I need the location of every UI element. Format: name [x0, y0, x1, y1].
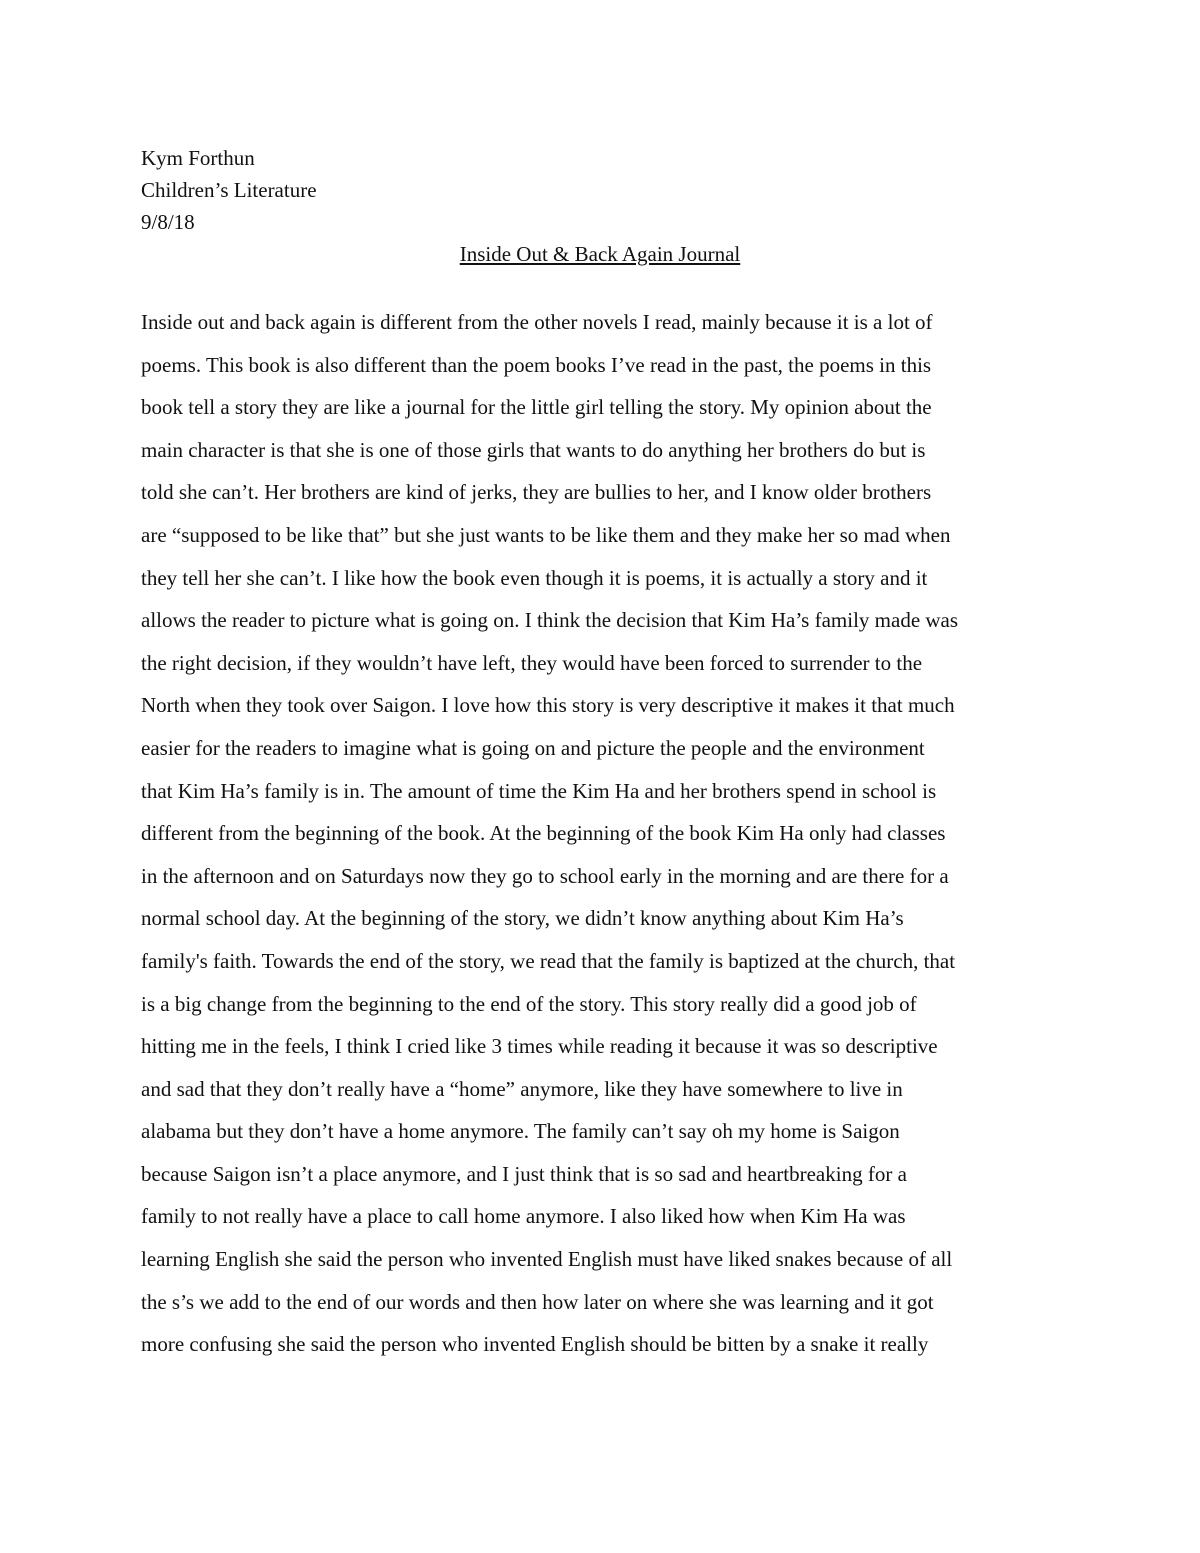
- header-block: [141, 142, 317, 238]
- body-line: learning English she said the person who invented English must have liked snakes because of all: [141, 1247, 953, 1272]
- body-line: book tell a story they are like a journal for the little girl telling the story. My opinion about the: [141, 395, 932, 420]
- body-line: and sad that they don’t really have a “home” anymore, like they have somewhere to live in: [141, 1076, 903, 1101]
- body-line: are “supposed to be like that” but she just wants to be like them and they make her so mad when: [141, 522, 951, 547]
- body-line: the right decision, if they wouldn’t have left, they would have been forced to surrender to the: [141, 650, 923, 675]
- body-line: allows the reader to picture what is going on. I think the decision that Kim Ha’s family made was: [141, 608, 959, 633]
- body-line: that Kim Ha’s family is in. The amount of time the Kim Ha and her brothers spend in school is: [141, 778, 937, 803]
- body-line: family to not really have a place to call home anymore. I also liked how when Kim Ha was: [141, 1204, 906, 1229]
- body-line: different from the beginning of the book. At the beginning of the book Kim Ha only had classes: [141, 821, 946, 846]
- body-line: North when they took over Saigon. I love how this story is very descriptive it makes it that much: [141, 693, 955, 718]
- body-line: they tell her she can’t. I like how the book even though it is poems, it is actually a story and it: [141, 565, 928, 590]
- body-line: hitting me in the feels, I think I cried like 3 times while reading it because it was so descriptive: [141, 1034, 938, 1059]
- date: 9/8/18: [141, 210, 195, 234]
- body-line: easier for the readers to imagine what is going on and picture the people and the environment: [141, 735, 925, 760]
- course-name: Children’s Literature: [141, 178, 317, 202]
- body-line: more confusing she said the person who invented English should be bitten by a snake it really: [141, 1332, 929, 1357]
- body-line: poems. This book is also different than the poem books I’ve read in the past, the poems in this: [141, 352, 932, 377]
- body-line: because Saigon isn’t a place anymore, and I just think that is so sad and heartbreaking for a: [141, 1161, 907, 1186]
- body-line: normal school day. At the beginning of the story, we didn’t know anything about Kim Ha’s: [141, 906, 904, 931]
- body-line: Inside out and back again is different from the other novels I read, mainly because it is a lot of: [141, 310, 933, 334]
- body-line: main character is that she is one of those girls that wants to do anything her brothers do but is: [141, 437, 926, 462]
- body-paragraph: [141, 301, 1071, 1366]
- body-line: in the afternoon and on Saturdays now they go to school early in the morning and are there for a: [141, 863, 949, 888]
- body-line: told she can’t. Her brothers are kind of jerks, they are bullies to her, and I know older brothers: [141, 480, 932, 505]
- body-line: the s’s we add to the end of our words and then how later on where she was learning and it got: [141, 1289, 934, 1314]
- body-line: family's faith. Towards the end of the story, we read that the family is baptized at the church, that: [141, 948, 956, 973]
- document-title: Inside Out & Back Again Journal: [459, 242, 741, 266]
- body-line: is a big change from the beginning to the end of the story. This story really did a good job of: [141, 991, 917, 1016]
- body-line: alabama but they don’t have a home anymore. The family can’t say oh my home is Saigon: [141, 1119, 900, 1144]
- author-name: Kym Forthun: [141, 146, 255, 170]
